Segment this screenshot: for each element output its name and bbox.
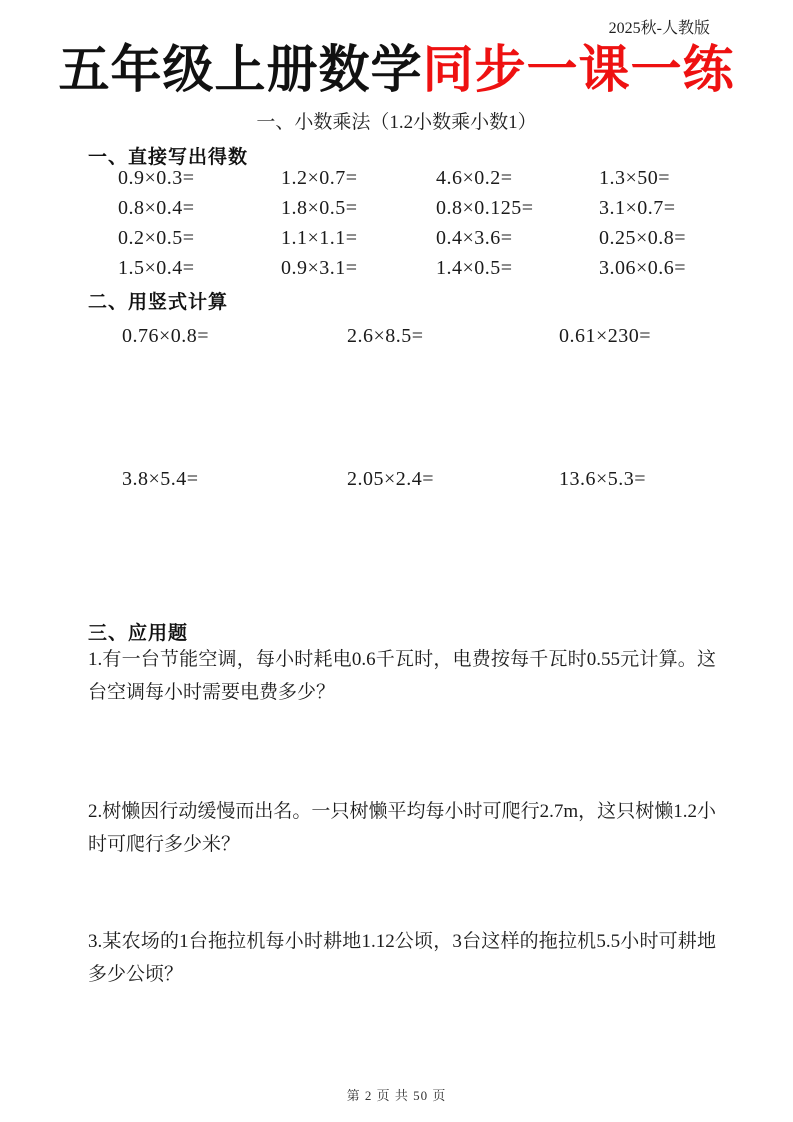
section-1-heading: 一、直接写出得数 (88, 147, 249, 168)
equation: 0.76×0.8= (122, 325, 210, 347)
equation: 1.3×50= (599, 167, 671, 189)
equation: 1.4×0.5= (436, 257, 513, 279)
equation: 4.6×0.2= (436, 167, 513, 189)
equation: 1.2×0.7= (281, 167, 358, 189)
equation-row (0, 227, 793, 251)
word-problem-2: 2.树懒因行动缓慢而出名。一只树懒平均每小时可爬行2.7m，这只树懒1.2小时可爬行多少米？ (88, 801, 716, 855)
section-2-heading: 二、用竖式计算 (88, 292, 229, 313)
equation: 1.1×1.1= (281, 227, 358, 249)
equation: 3.8×5.4= (122, 468, 199, 490)
equation: 0.61×230= (559, 325, 652, 347)
equation: 0.4×3.6= (436, 227, 513, 249)
equation-row (0, 197, 793, 221)
equation: 0.2×0.5= (118, 227, 195, 249)
equation: 0.25×0.8= (599, 227, 687, 249)
equation: 2.6×8.5= (347, 325, 424, 347)
lesson-subtitle: 一、小数乘法（1.2小数乘小数1） (256, 112, 537, 133)
equation-row (0, 468, 793, 492)
title-grade-part: 五年级上册数学 (58, 41, 423, 98)
equation: 1.5×0.4= (118, 257, 195, 279)
equation: 0.8×0.125= (436, 197, 534, 219)
equation: 1.8×0.5= (281, 197, 358, 219)
equation: 3.06×0.6= (599, 257, 687, 279)
equation-row (0, 257, 793, 281)
page-number: 第 2 页 共 50 页 (346, 1088, 447, 1103)
equation: 0.8×0.4= (118, 197, 195, 219)
equation: 13.6×5.3= (559, 468, 647, 490)
equation-row (0, 325, 793, 349)
equation: 2.05×2.4= (347, 468, 435, 490)
page-title (0, 38, 793, 102)
word-problem-1: 1.有一台节能空调，每小时耗电0.6千瓦时，电费按每千瓦时0.55元计算。这台空调每小时需要电费多少？ (88, 649, 716, 703)
equation: 0.9×3.1= (281, 257, 358, 279)
section-3-heading: 三、应用题 (88, 623, 189, 644)
equation-row (0, 167, 793, 191)
title-series-part: 同步一课一练 (422, 41, 735, 98)
word-problem-3: 3.某农场的1台拖拉机每小时耕地1.12公顷，3台这样的拖拉机5.5小时可耕地多少公顷？ (88, 931, 716, 985)
equation: 0.9×0.3= (118, 167, 195, 189)
edition-label: 2025秋-人教版 (608, 20, 710, 37)
equation: 3.1×0.7= (599, 197, 676, 219)
